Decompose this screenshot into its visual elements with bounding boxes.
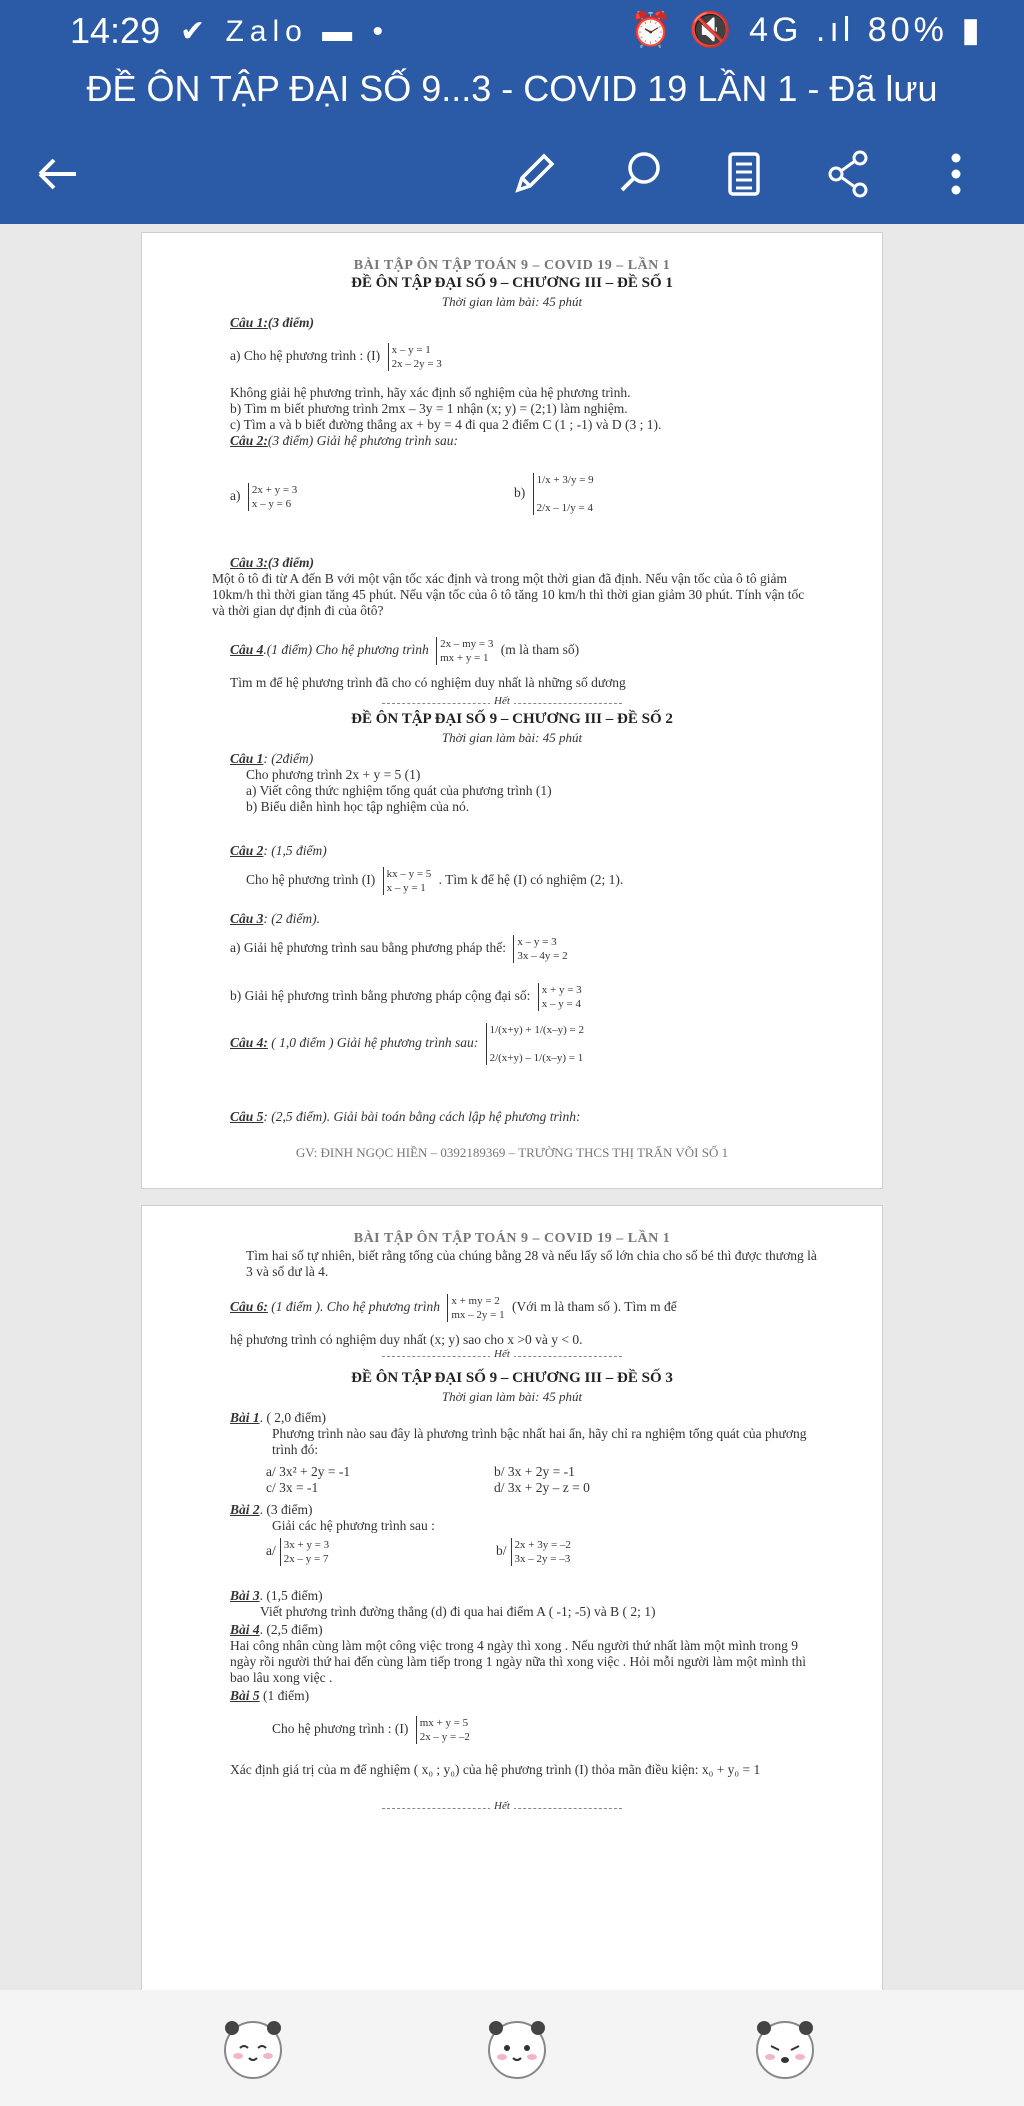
q1a-line: a) Cho hệ phương trình : (I) x – y = 1 2x – 2y = 3 (230, 344, 442, 370)
b2-body: Giải các hệ phương trình sau : (272, 1518, 435, 1533)
d2-q5: Câu 5: (2,5 điểm). Giải bài toán bằng cách lập hệ phương trình: (230, 1109, 581, 1124)
bear-sticker-icon-3[interactable] (750, 2012, 820, 2082)
d2-q2-body: Cho hệ phương trình (I) kx – y = 5 x – y = 1 . Tìm k để hệ (I) có nghiệm (2; 1). (246, 868, 624, 894)
d2-q2-heading: Câu 2: (1,5 điểm) (230, 843, 327, 858)
b3-heading: Bài 3. (1,5 điểm) (230, 1588, 323, 1603)
b4-heading: Bài 4. (2,5 điểm) (230, 1622, 323, 1637)
q3-heading: Câu 3:(3 điểm) (230, 555, 315, 570)
q3-body: Một ô tô đi từ A đến B với một vận tốc xác định và trong một thời gian đã định. Nếu vận tốc của ô tô giảm 10km/h thì thời gian tăng 45 phút. Nếu vận tốc của ô tô tăng 10 km/h thì thời gian giảm 30 phút. Tính vận tốc và thời gian dự định đi của ôtô? (212, 571, 805, 618)
b1-body: Phương trình nào sau đây là phương trình bậc nhất hai ẩn, hãy chỉ ra nghiệm tổng quát của phương trình đó: (272, 1426, 807, 1457)
more-vert-icon[interactable] (926, 144, 986, 204)
page2-time3: Thời gian làm bài: 45 phút (441, 1389, 583, 1404)
b5-line: Xác định giá trị của m để nghiệm ( x₀ ; y₀) của hệ phương trình (I) thỏa mãn điều kiện: x₀ + y₀ = 1 (230, 1762, 761, 1777)
d2-q3-heading: Câu 3: (2 điểm). (230, 911, 320, 926)
page1-footer: GV: ĐINH NGỌC HIỀN – 0392189369 – TRƯỜNG THCS THỊ TRẤN VÕI SỐ 1 (295, 1145, 729, 1160)
b1-options-right: b/ 3x + 2y = -1 d/ 3x + 2y – z = 0 (494, 1464, 590, 1495)
page2-separator-2: Hết (382, 1808, 622, 1821)
d2-q3b: b) Giải hệ phương trình bằng phương pháp cộng đại số: x + y = 3 x – y = 4 (230, 984, 582, 1010)
b2-heading: Bài 2. (3 điểm) (230, 1502, 313, 1517)
page1-time: Thời gian làm bài: 45 phút (441, 294, 583, 309)
b5-heading: Bài 5 (1 điểm) (230, 1688, 310, 1703)
document-page-2[interactable] (141, 1205, 883, 1992)
bear-sticker-icon[interactable] (218, 2012, 288, 2082)
b3-body: Viết phương trình đường thẳng (d) đi qua hai điểm A ( -1; -5) và B ( 2; 1) (260, 1604, 656, 1619)
document-icon[interactable] (714, 144, 774, 204)
system-icons: ⏰ 🔇 4G .ıl 80% ▮ (629, 11, 984, 49)
q2-heading: Câu 2:(3 điểm) Giải hệ phương trình sau: (230, 433, 458, 448)
document-title: ĐỀ ÔN TẬP ĐẠI SỐ 9...3 - COVID 19 LẦN 1 - Đã lưu (86, 68, 938, 109)
b2-a: a/ 3x + y = 3 2x – y = 7 (266, 1539, 330, 1565)
q6-body: hệ phương trình có nghiệm duy nhất (x; y) sao cho x >0 và y < 0. (230, 1332, 583, 1347)
document-page-1[interactable] (141, 232, 883, 1189)
page2-problem: Tìm hai số tự nhiên, biết rằng tổng của chúng bằng 28 và nếu lấy số lớn chia cho số bé thì được thương là 3 và số dư là 4. (246, 1248, 817, 1279)
status-bar (0, 0, 1024, 64)
d2-q1-heading: Câu 1: (2điểm) (230, 751, 314, 766)
b1-options-left: a/ 3x² + 2y = -1 c/ 3x = -1 (266, 1464, 351, 1495)
page1-separator: Hết (382, 703, 622, 716)
search-icon[interactable] (610, 144, 670, 204)
notification-icons: ✔ Zalo ▬ • (180, 15, 390, 48)
q4-body: Tìm m để hệ phương trình đã cho có nghiệm duy nhất là những số dương (230, 675, 626, 690)
page2-title3: ĐỀ ÔN TẬP ĐẠI SỐ 9 – CHƯƠNG III – ĐỀ SỐ 3 (351, 1370, 673, 1386)
share-icon[interactable] (818, 144, 878, 204)
b4-body: Hai công nhân cùng làm một công việc trong 4 ngày thì xong . Nếu người thứ nhất làm một mình trong 9 ngày rồi người thứ hai đến cùng làm tiếp trong 1 ngày nữa thì xong việc . Hỏi mỗi người làm một mình thì bao lâu xong việc . (230, 1638, 806, 1685)
b5-body: Cho hệ phương trình : (I) mx + y = 5 2x – y = –2 (272, 1717, 470, 1743)
d2-q3a: a) Giải hệ phương trình sau bằng phương pháp thế: x – y = 3 3x – 4y = 2 (230, 936, 568, 962)
page1-time2: Thời gian làm bài: 45 phút (441, 730, 583, 745)
status-time: 14:29 (70, 10, 161, 51)
b1-heading: Bài 1. ( 2,0 điểm) (230, 1410, 327, 1425)
pencil-icon[interactable] (504, 144, 564, 204)
q2a: a) 2x + y = 3 x – y = 6 (230, 484, 298, 510)
page2-header: BÀI TẬP ÔN TẬP TOÁN 9 – COVID 19 – LẦN 1 (353, 1231, 671, 1246)
bear-sticker-icon-2[interactable] (482, 2012, 552, 2082)
q2b: b) 1/x + 3/y = 9 2/x – 1/y = 4 (514, 474, 594, 514)
page1-title2: ĐỀ ÔN TẬP ĐẠI SỐ 9 – CHƯƠNG III – ĐỀ SỐ 2 (351, 711, 673, 727)
bottom-nav-bar (0, 1990, 1024, 2106)
page2-separator: Hết (382, 1356, 622, 1369)
d2-q1-body: Cho phương trình 2x + y = 5 (1) a) Viết công thức nghiệm tổng quát của phương trình (1) b) Biểu diễn hình học tập nghiệm của nó. (246, 767, 552, 814)
page1-header: BÀI TẬP ÔN TẬP TOÁN 9 – COVID 19 – LẦN 1 (353, 258, 671, 273)
app-bar (0, 64, 1024, 224)
page1-title: ĐỀ ÔN TẬP ĐẠI SỐ 9 – CHƯƠNG III – ĐỀ SỐ 1 (351, 275, 673, 291)
q1-heading: Câu 1:(3 điểm) (230, 315, 315, 330)
q4-line: Câu 4.(1 điểm) Cho hệ phương trình 2x – my = 3 mx + y = 1 (m là tham số) (230, 638, 580, 664)
back-arrow-icon[interactable] (28, 144, 88, 204)
b2-b: b/ 2x + 3y = –2 3x – 2y = –3 (496, 1539, 571, 1565)
q1-body: Không giải hệ phương trình, hãy xác định số nghiệm của hệ phương trình. b) Tìm m biết phương trình 2mx – 3y = 1 nhận (x; y) = (2;1) làm nghiệm. c) Tìm a và b biết đường thẳng ax + by = 4 đi qua 2 điểm C (1 ; -1) và D (3 ; 1). (230, 385, 662, 432)
d2-q4: Câu 4: ( 1,0 điểm ) Giải hệ phương trình sau: 1/(x+y) + 1/(x–y) = 2 2/(x+y) – 1/(x–y) = 1 (230, 1024, 584, 1064)
q6-line: Câu 6: (1 điểm ). Cho hệ phương trình x + my = 2 mx – 2y = 1 (Với m là tham số ). Tìm m để (230, 1295, 677, 1321)
